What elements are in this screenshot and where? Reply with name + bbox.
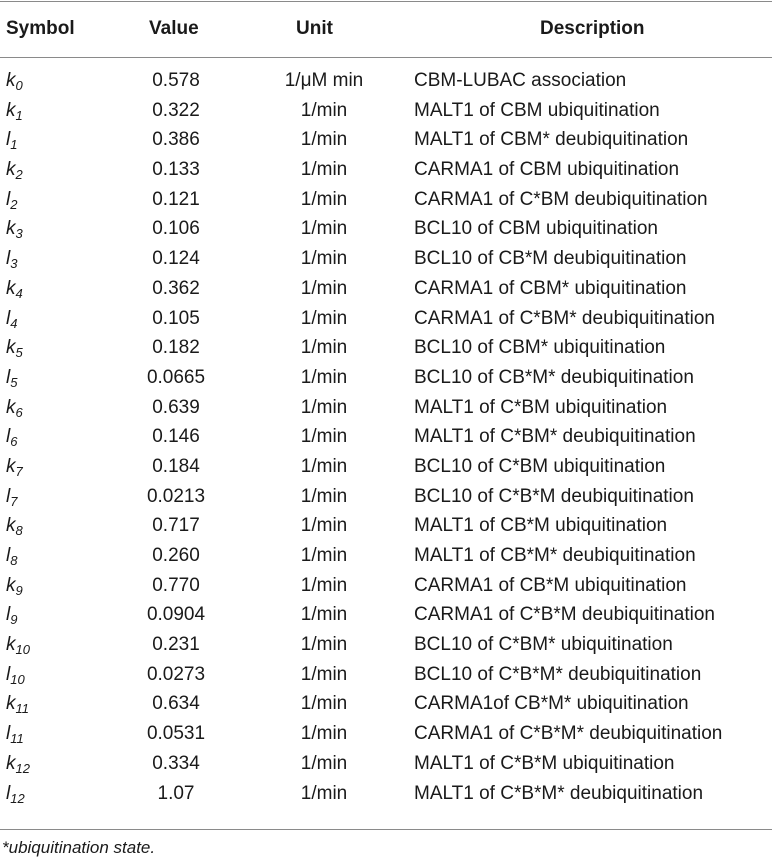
symbol-subscript: 3 xyxy=(10,256,18,272)
unit-cell: 1/min xyxy=(300,723,348,745)
symbol-subscript: 2 xyxy=(15,167,23,183)
symbol-subscript: 12 xyxy=(10,790,25,806)
value-cell: 0.0531 xyxy=(146,723,206,745)
value-cell: 0.231 xyxy=(152,634,200,656)
value-cell: 0.106 xyxy=(152,218,200,240)
symbol-cell xyxy=(6,218,23,240)
symbol-letter: l xyxy=(6,723,11,745)
symbol-letter: k xyxy=(6,218,16,240)
symbol-letter: k xyxy=(6,396,16,418)
symbol-letter: l xyxy=(6,366,11,388)
symbol-letter: k xyxy=(6,455,16,477)
description-cell: BCL10 of C*B*M deubiquitination xyxy=(414,485,694,507)
symbol-letter: l xyxy=(6,604,11,626)
description-cell: BCL10 of CB*M deubiquitination xyxy=(414,248,687,270)
unit-cell: 1/μM min xyxy=(284,70,364,91)
symbol-subscript: 10 xyxy=(15,642,30,658)
symbol-cell xyxy=(6,575,23,597)
value-cell: 0.578 xyxy=(152,70,200,91)
symbol-cell xyxy=(6,367,17,389)
unit-cell: 1/min xyxy=(300,188,348,210)
description-cell: MALT1 of C*B*M ubiquitination xyxy=(414,752,675,774)
description-cell: CARMA1of CB*M* ubiquitination xyxy=(414,693,689,715)
table-row xyxy=(0,155,772,185)
unit-cell: 1/min xyxy=(300,574,348,596)
value-cell: 0.124 xyxy=(152,248,200,270)
table-row xyxy=(0,482,772,512)
symbol-cell xyxy=(6,486,17,508)
symbol-letter: k xyxy=(6,515,16,537)
table-row xyxy=(0,719,772,749)
table-row xyxy=(0,571,772,601)
value-cell: 0.182 xyxy=(152,337,200,359)
value-cell: 0.334 xyxy=(152,752,200,774)
symbol-letter: k xyxy=(6,277,16,299)
symbol-subscript: 6 xyxy=(15,404,23,420)
unit-cell: 1/min xyxy=(300,455,348,477)
symbol-subscript: 7 xyxy=(10,493,18,509)
symbol-subscript: 12 xyxy=(15,760,30,776)
unit-cell: 1/min xyxy=(300,515,348,537)
symbol-letter: k xyxy=(6,574,16,596)
description-cell: CARMA1 of C*B*M deubiquitination xyxy=(414,604,715,626)
symbol-subscript: 3 xyxy=(15,226,23,242)
symbol-cell xyxy=(6,426,17,448)
description-cell: MALT1 of C*BM* deubiquitination xyxy=(414,426,696,448)
table-row xyxy=(0,244,772,274)
symbol-cell xyxy=(6,337,23,359)
table-header-row xyxy=(0,2,772,57)
value-cell: 0.322 xyxy=(152,99,200,121)
unit-cell: 1/min xyxy=(300,99,348,121)
value-cell: 0.121 xyxy=(152,188,200,210)
description-cell: MALT1 of CBM* deubiquitination xyxy=(414,129,689,151)
unit-cell: 1/min xyxy=(300,604,348,626)
symbol-letter: l xyxy=(6,129,11,151)
table-bottom-rule xyxy=(0,829,772,830)
value-cell: 0.105 xyxy=(152,307,200,329)
symbol-letter: l xyxy=(6,307,11,329)
value-cell: 0.386 xyxy=(152,129,200,151)
symbol-subscript: 1 xyxy=(15,107,23,123)
table-row xyxy=(0,600,772,630)
symbol-subscript: 10 xyxy=(10,671,25,687)
table-body xyxy=(0,66,772,808)
symbol-letter: k xyxy=(6,752,16,774)
value-cell: 0.0213 xyxy=(146,485,206,507)
symbol-subscript: 5 xyxy=(10,374,18,390)
symbol-subscript: 11 xyxy=(10,731,24,747)
symbol-cell xyxy=(6,278,23,300)
symbol-subscript: 5 xyxy=(15,345,23,361)
table-row xyxy=(0,333,772,363)
table-row xyxy=(0,511,772,541)
unit-cell: 1/min xyxy=(300,485,348,507)
unit-cell: 1/min xyxy=(300,426,348,448)
value-cell: 0.634 xyxy=(152,693,200,715)
symbol-letter: k xyxy=(6,337,16,359)
unit-cell: 1/min xyxy=(300,663,348,685)
symbol-subscript: 9 xyxy=(10,612,18,628)
symbol-subscript: 2 xyxy=(10,196,18,212)
unit-cell: 1/min xyxy=(300,218,348,240)
symbol-cell xyxy=(6,753,30,775)
symbol-subscript: 0 xyxy=(15,78,23,93)
symbol-cell xyxy=(6,664,25,686)
symbol-subscript: 9 xyxy=(15,582,23,598)
description-cell: BCL10 of C*B*M* deubiquitination xyxy=(414,663,702,685)
unit-cell: 1/min xyxy=(300,545,348,566)
symbol-letter: l xyxy=(6,782,11,804)
symbol-letter: l xyxy=(6,248,11,270)
symbol-subscript: 4 xyxy=(10,315,18,331)
symbol-letter: l xyxy=(6,485,11,507)
unit-cell: 1/min xyxy=(300,366,348,388)
symbol-cell xyxy=(6,783,25,805)
symbol-cell xyxy=(6,545,17,567)
description-cell: BCL10 of CB*M* deubiquitination xyxy=(414,366,694,388)
symbol-cell xyxy=(6,456,23,478)
unit-cell: 1/min xyxy=(300,752,348,774)
description-cell: CARMA1 of CBM* ubiquitination xyxy=(414,277,687,299)
symbol-letter: k xyxy=(6,159,16,181)
symbol-cell xyxy=(6,189,17,211)
symbol-letter: k xyxy=(6,70,16,91)
unit-cell: 1/min xyxy=(300,159,348,181)
table-row xyxy=(0,660,772,690)
unit-cell: 1/min xyxy=(300,307,348,329)
symbol-letter: k xyxy=(6,634,16,656)
symbol-cell xyxy=(6,515,23,537)
description-cell: BCL10 of C*BM* ubiquitination xyxy=(414,634,673,656)
unit-cell: 1/min xyxy=(300,337,348,359)
symbol-subscript: 1 xyxy=(10,137,18,153)
table-row xyxy=(0,185,772,215)
symbol-letter: l xyxy=(6,663,11,685)
table-row xyxy=(0,274,772,304)
symbol-cell xyxy=(6,693,29,715)
description-cell: BCL10 of C*BM ubiquitination xyxy=(414,455,666,477)
symbol-cell xyxy=(6,129,17,151)
unit-cell: 1/min xyxy=(300,634,348,656)
table-row xyxy=(0,363,772,393)
value-cell: 0.0904 xyxy=(146,604,206,626)
table-row xyxy=(0,304,772,334)
symbol-subscript: 11 xyxy=(15,701,29,717)
description-cell: MALT1 of C*BM ubiquitination xyxy=(414,396,668,418)
table-row xyxy=(0,66,772,96)
description-cell: BCL10 of CBM ubiquitination xyxy=(414,218,658,240)
symbol-cell xyxy=(6,159,23,181)
symbol-letter: l xyxy=(6,188,11,210)
description-cell: CARMA1 of C*BM deubiquitination xyxy=(414,188,708,210)
unit-cell: 1/min xyxy=(300,277,348,299)
symbol-subscript: 4 xyxy=(15,285,23,301)
value-cell: 0.133 xyxy=(152,159,200,181)
symbol-letter: k xyxy=(6,99,16,121)
table-row xyxy=(0,749,772,779)
unit-cell: 1/min xyxy=(300,693,348,715)
symbol-subscript: 8 xyxy=(15,523,23,539)
description-cell: CARMA1 of CBM ubiquitination xyxy=(414,159,680,181)
unit-cell: 1/min xyxy=(300,248,348,270)
symbol-cell xyxy=(6,308,17,330)
value-cell: 0.0665 xyxy=(146,366,206,388)
header-unit: Unit xyxy=(296,18,333,39)
symbol-cell xyxy=(6,248,17,270)
header-symbol: Symbol xyxy=(6,18,75,39)
table-row xyxy=(0,96,772,126)
symbol-letter: l xyxy=(6,545,11,566)
symbol-subscript: 6 xyxy=(10,434,18,450)
table-row xyxy=(0,541,772,571)
table-row xyxy=(0,393,772,423)
table-row xyxy=(0,779,772,809)
description-cell: MALT1 of CBM ubiquitination xyxy=(414,99,660,121)
description-cell: MALT1 of CB*M ubiquitination xyxy=(414,515,668,537)
header-description: Description xyxy=(540,18,645,39)
value-cell: 0.260 xyxy=(152,545,200,566)
table-footnote: *ubiquitination state. xyxy=(2,838,156,857)
table-row xyxy=(0,125,772,155)
header-value: Value xyxy=(149,18,199,39)
table-header-rule xyxy=(0,57,772,58)
table-row xyxy=(0,452,772,482)
table-row xyxy=(0,689,772,719)
unit-cell: 1/min xyxy=(300,782,348,804)
value-cell: 0.639 xyxy=(152,396,200,418)
value-cell: 0.770 xyxy=(152,574,200,596)
table-row xyxy=(0,214,772,244)
symbol-cell xyxy=(6,100,23,122)
value-cell: 0.717 xyxy=(152,515,200,537)
value-cell: 1.07 xyxy=(157,782,195,804)
symbol-subscript: 7 xyxy=(15,463,23,479)
symbol-cell xyxy=(6,604,17,626)
unit-cell: 1/min xyxy=(300,396,348,418)
description-cell: MALT1 of CB*M* deubiquitination xyxy=(414,545,696,566)
value-cell: 0.362 xyxy=(152,277,200,299)
value-cell: 0.184 xyxy=(152,455,200,477)
symbol-letter: k xyxy=(6,693,16,715)
symbol-cell xyxy=(6,634,30,656)
symbol-cell xyxy=(6,723,24,745)
symbol-cell xyxy=(6,70,23,92)
description-cell: CARMA1 of C*BM* deubiquitination xyxy=(414,307,715,329)
description-cell: CARMA1 of C*B*M* deubiquitination xyxy=(414,723,723,745)
value-cell: 0.146 xyxy=(152,426,200,448)
symbol-subscript: 8 xyxy=(10,553,18,568)
symbol-letter: l xyxy=(6,426,11,448)
description-cell: BCL10 of CBM* ubiquitination xyxy=(414,337,666,359)
table-row xyxy=(0,422,772,452)
value-cell: 0.0273 xyxy=(146,663,206,685)
description-cell: CBM-LUBAC association xyxy=(414,70,627,91)
description-cell: MALT1 of C*B*M* deubiquitination xyxy=(414,782,704,804)
symbol-cell xyxy=(6,397,23,419)
description-cell: CARMA1 of CB*M ubiquitination xyxy=(414,574,687,596)
table-row xyxy=(0,630,772,660)
unit-cell: 1/min xyxy=(300,129,348,151)
